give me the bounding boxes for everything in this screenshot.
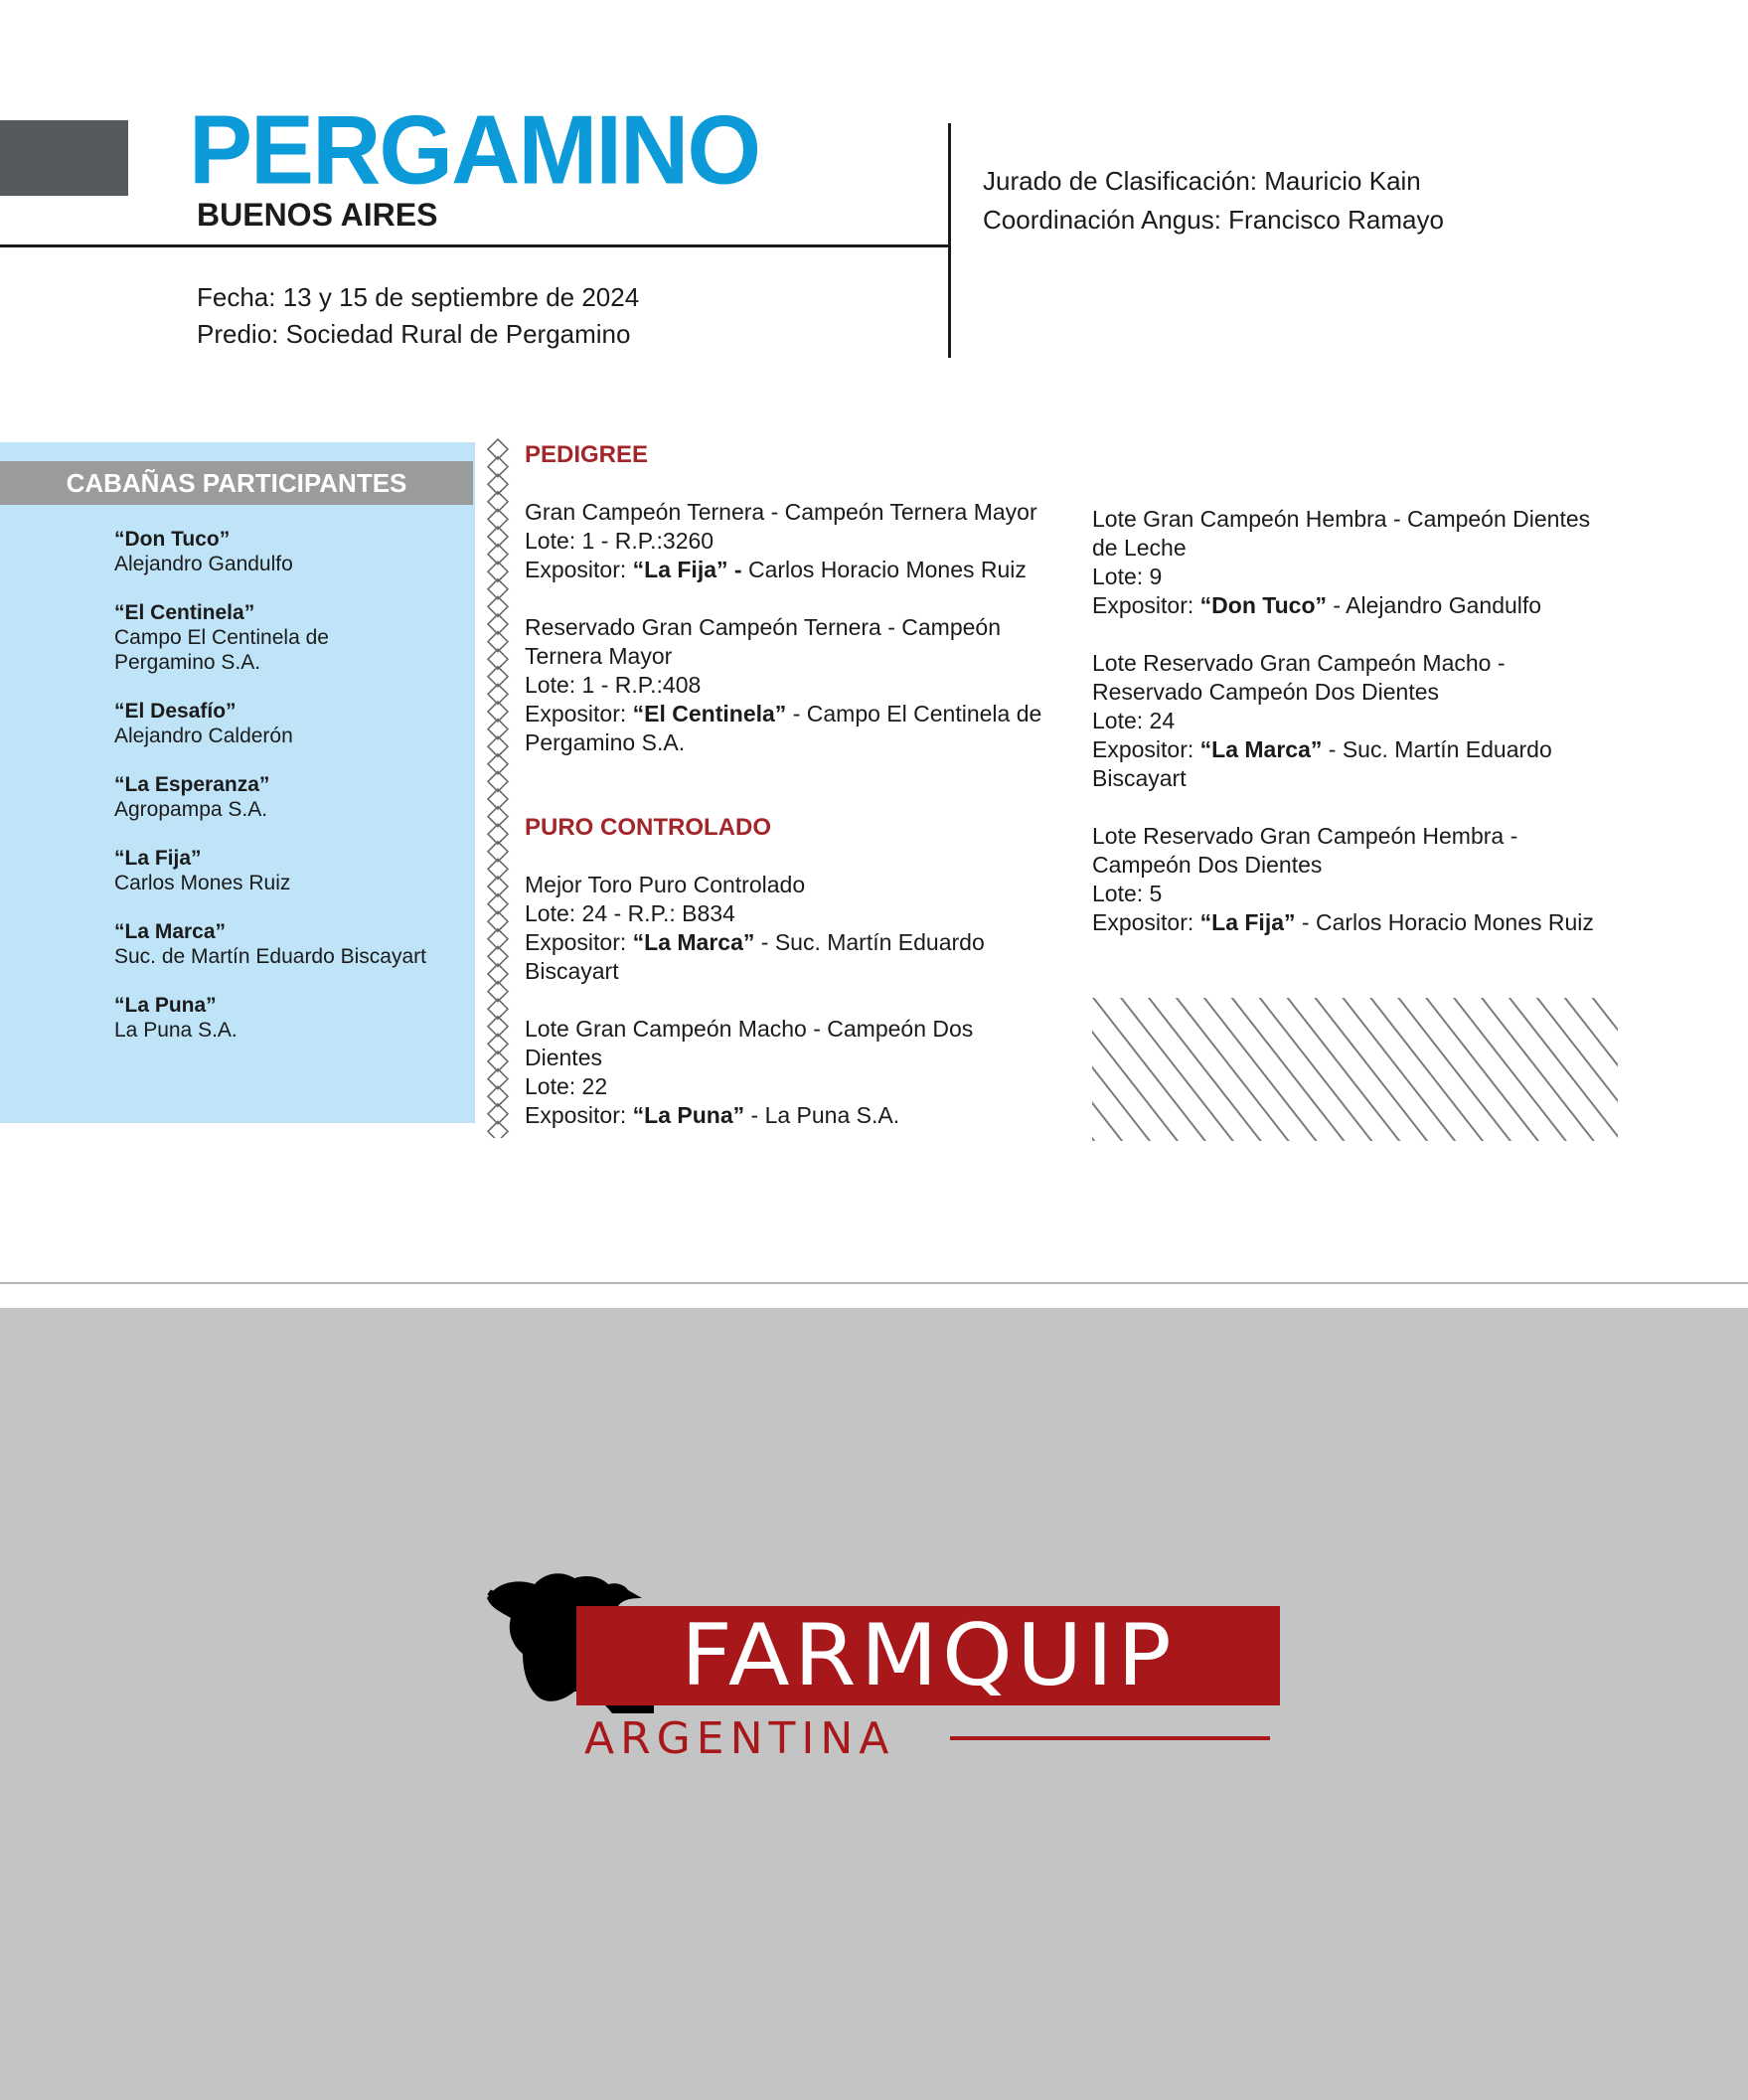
award-title: Mejor Toro Puro Controlado — [525, 872, 806, 897]
award-title: Dientes — [525, 1045, 602, 1070]
award-lote: Lote: 9 — [1092, 564, 1163, 589]
jury-info: Jurado de Clasificación: Mauricio Kain — [983, 166, 1421, 196]
list-item — [114, 600, 472, 675]
section-heading-pedigree: PEDIGREE — [525, 441, 649, 468]
section-heading-puro: PURO CONTROLADO — [525, 814, 771, 841]
award-title: Lote Gran Campeón Hembra - Campeón Dientes — [1092, 506, 1591, 532]
participants-list — [114, 527, 472, 1066]
award-exhibitor: Expositor: “El Centinela” - Campo El Centinela de — [525, 701, 1042, 727]
award-entry — [1092, 822, 1649, 937]
award-exhibitor: Expositor: “La Fija” - Carlos Horacio Mones Ruiz — [1092, 909, 1594, 935]
event-venue: Predio: Sociedad Rural de Pergamino — [197, 319, 631, 349]
cabana-name: “El Desafío” — [114, 700, 237, 723]
award-title: Gran Campeón Ternera - Campeón Ternera Mayor — [525, 499, 1037, 525]
cabana-name: “La Marca” — [114, 920, 227, 943]
award-title: de Leche — [1092, 535, 1187, 561]
hatch-pattern — [1092, 998, 1618, 1141]
list-item — [114, 919, 472, 969]
award-entry — [1092, 505, 1649, 620]
award-lote: Lote: 24 — [1092, 708, 1176, 733]
award-exhibitor: Expositor: “Don Tuco” - Alejandro Gandulfo — [1092, 592, 1542, 618]
award-entry — [1092, 649, 1649, 793]
award-lote: Lote: 1 - R.P.:3260 — [525, 528, 715, 554]
list-item — [114, 993, 472, 1043]
cabana-name: “El Centinela” — [114, 601, 255, 624]
award-entry — [525, 1015, 1061, 1130]
award-exhibitor: Expositor: “La Fija” - Carlos Horacio Mones Ruiz — [525, 557, 1027, 582]
right-column — [1092, 505, 1649, 966]
middle-column — [525, 440, 1061, 1159]
award-exhibitor: Pergamino S.A. — [525, 729, 686, 755]
award-entry — [525, 871, 1061, 986]
cabana-owner: Alejandro Calderón — [114, 725, 293, 747]
award-exhibitor: Biscayart — [525, 958, 619, 984]
award-exhibitor: Expositor: “La Marca” - Suc. Martín Eduardo — [1092, 736, 1552, 762]
brand-country: ARGENTINA — [584, 1713, 895, 1764]
award-entry — [525, 613, 1061, 757]
brand-name: FARMQUIP — [681, 1606, 1176, 1705]
cabana-owner: Campo El Centinela de — [114, 626, 329, 649]
cabana-owner: La Puna S.A. — [114, 1019, 238, 1042]
cabana-owner: Suc. de Martín Eduardo Biscayart — [114, 945, 426, 968]
header-gray-block — [0, 120, 128, 196]
award-title: Campeón Dos Dientes — [1092, 852, 1323, 878]
award-exhibitor: Biscayart — [1092, 765, 1187, 791]
list-item — [114, 527, 472, 576]
award-title: Lote Gran Campeón Macho - Campeón Dos — [525, 1016, 974, 1042]
cabana-name: “La Fija” — [114, 847, 202, 870]
award-lote: Lote: 22 — [525, 1073, 608, 1099]
award-title: Lote Reservado Gran Campeón Macho - — [1092, 650, 1506, 676]
cabana-owner: Alejandro Gandulfo — [114, 553, 293, 575]
cabana-owner: Pergamino S.A. — [114, 651, 261, 674]
event-date: Fecha: 13 y 15 de septiembre de 2024 — [197, 282, 640, 312]
award-title: Reservado Gran Campeón Ternera - Campeón — [525, 614, 1001, 640]
cabana-name: “La Esperanza” — [114, 773, 270, 796]
decorative-chain — [485, 437, 511, 1138]
cabana-name: “La Puna” — [114, 994, 217, 1017]
header-divider — [0, 244, 950, 247]
page-subtitle: BUENOS AIRES — [197, 197, 438, 233]
list-item — [114, 846, 472, 895]
cabana-owner: Agropampa S.A. — [114, 798, 268, 821]
award-lote: Lote: 24 - R.P.: B834 — [525, 900, 735, 926]
award-title: Lote Reservado Gran Campeón Hembra - — [1092, 823, 1518, 849]
list-item — [114, 699, 472, 748]
footer-separator — [0, 1282, 1748, 1284]
award-lote: Lote: 5 — [1092, 881, 1163, 906]
cabana-name: “Don Tuco” — [114, 528, 231, 551]
cabana-owner: Carlos Mones Ruiz — [114, 872, 291, 894]
brand-rule — [950, 1736, 1270, 1740]
page-title: PERGAMINO — [189, 95, 760, 206]
coordination-info: Coordinación Angus: Francisco Ramayo — [983, 205, 1444, 235]
award-exhibitor: Expositor: “La Marca” - Suc. Martín Eduardo — [525, 929, 985, 955]
award-title: Ternera Mayor — [525, 643, 673, 669]
award-exhibitor: Expositor: “La Puna” - La Puna S.A. — [525, 1102, 900, 1128]
participants-heading: CABAÑAS PARTICIPANTES — [0, 461, 473, 505]
award-title: Reservado Campeón Dos Dientes — [1092, 679, 1440, 705]
award-entry — [525, 498, 1061, 584]
header-vertical-divider — [948, 123, 951, 358]
award-lote: Lote: 1 - R.P.:408 — [525, 672, 702, 698]
list-item — [114, 772, 472, 822]
